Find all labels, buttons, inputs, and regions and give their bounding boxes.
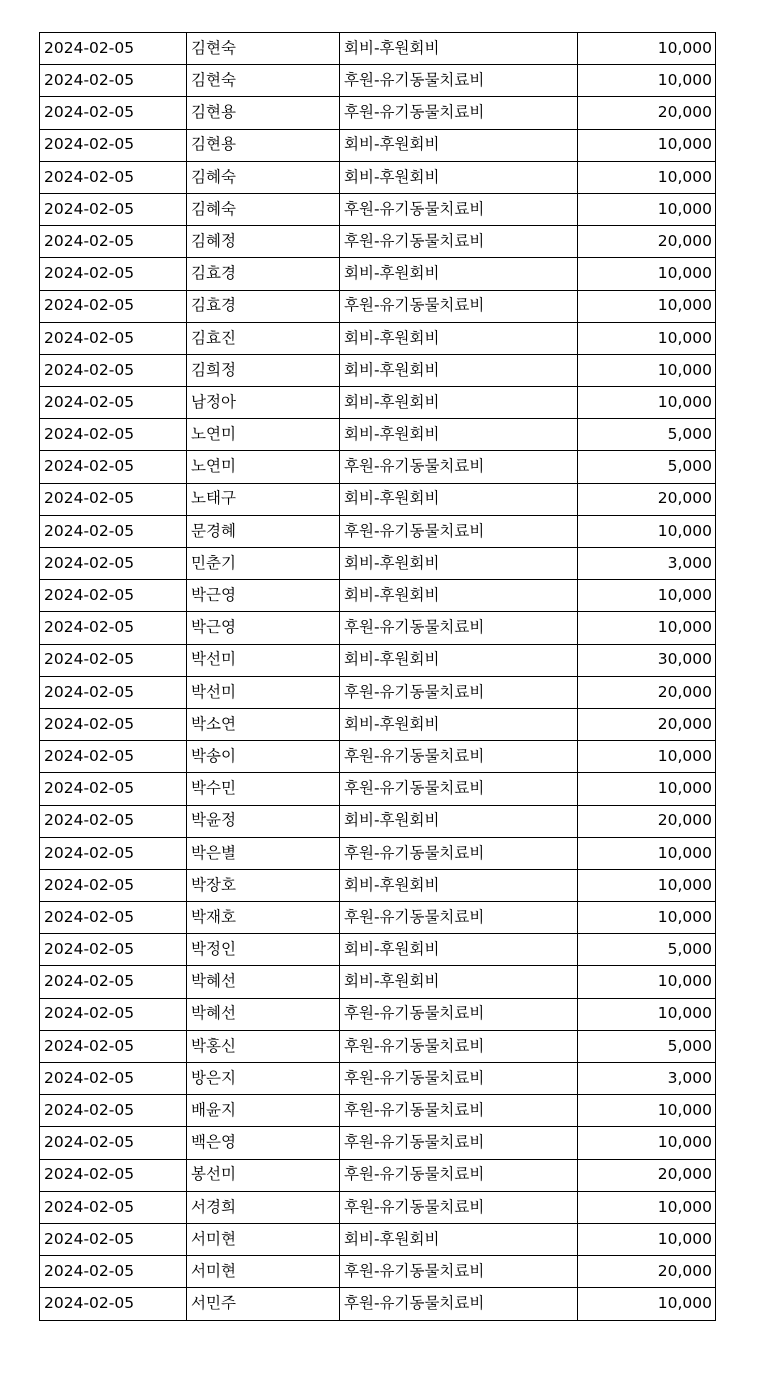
donor-name-cell: 김효진 [187, 322, 340, 354]
donor-name-cell: 민춘기 [187, 548, 340, 580]
donor-name-cell: 서미현 [187, 1256, 340, 1288]
donor-name-cell: 노연미 [187, 419, 340, 451]
date-cell: 2024-02-05 [40, 258, 187, 290]
table-row [40, 869, 716, 901]
date-cell: 2024-02-05 [40, 1288, 187, 1320]
date-cell: 2024-02-05 [40, 515, 187, 547]
category-cell: 회비-후원회비 [340, 934, 578, 966]
category-cell: 회비-후원회비 [340, 354, 578, 386]
donor-name-cell: 박정인 [187, 934, 340, 966]
category-cell: 후원-유기동물치료비 [340, 741, 578, 773]
category-cell: 후원-유기동물치료비 [340, 1191, 578, 1223]
amount-cell: 10,000 [578, 515, 716, 547]
date-cell: 2024-02-05 [40, 451, 187, 483]
category-cell: 후원-유기동물치료비 [340, 1159, 578, 1191]
date-cell: 2024-02-05 [40, 290, 187, 322]
table-row [40, 354, 716, 386]
donor-name-cell: 김현숙 [187, 33, 340, 65]
amount-cell: 10,000 [578, 161, 716, 193]
donor-name-cell: 문경혜 [187, 515, 340, 547]
table-row [40, 1288, 716, 1320]
table-row [40, 97, 716, 129]
ledger-body [40, 33, 716, 1321]
category-cell: 후원-유기동물치료비 [340, 193, 578, 225]
category-cell: 회비-후원회비 [340, 322, 578, 354]
category-cell: 후원-유기동물치료비 [340, 902, 578, 934]
amount-cell: 20,000 [578, 805, 716, 837]
category-cell: 회비-후원회비 [340, 1223, 578, 1255]
table-row [40, 387, 716, 419]
table-row [40, 483, 716, 515]
amount-cell: 10,000 [578, 322, 716, 354]
amount-cell: 10,000 [578, 580, 716, 612]
amount-cell: 5,000 [578, 451, 716, 483]
table-row [40, 1223, 716, 1255]
date-cell: 2024-02-05 [40, 708, 187, 740]
amount-cell: 3,000 [578, 548, 716, 580]
date-cell: 2024-02-05 [40, 805, 187, 837]
category-cell: 회비-후원회비 [340, 161, 578, 193]
date-cell: 2024-02-05 [40, 33, 187, 65]
table-row [40, 1256, 716, 1288]
date-cell: 2024-02-05 [40, 387, 187, 419]
date-cell: 2024-02-05 [40, 483, 187, 515]
table-row [40, 226, 716, 258]
date-cell: 2024-02-05 [40, 902, 187, 934]
category-cell: 후원-유기동물치료비 [340, 1288, 578, 1320]
category-cell: 후원-유기동물치료비 [340, 837, 578, 869]
donor-name-cell: 박재호 [187, 902, 340, 934]
table-row [40, 515, 716, 547]
date-cell: 2024-02-05 [40, 129, 187, 161]
category-cell: 후원-유기동물치료비 [340, 773, 578, 805]
amount-cell: 10,000 [578, 773, 716, 805]
category-cell: 회비-후원회비 [340, 387, 578, 419]
amount-cell: 20,000 [578, 676, 716, 708]
amount-cell: 10,000 [578, 1127, 716, 1159]
donor-name-cell: 박혜선 [187, 966, 340, 998]
amount-cell: 10,000 [578, 869, 716, 901]
date-cell: 2024-02-05 [40, 869, 187, 901]
date-cell: 2024-02-05 [40, 1256, 187, 1288]
date-cell: 2024-02-05 [40, 419, 187, 451]
table-row [40, 902, 716, 934]
category-cell: 회비-후원회비 [340, 644, 578, 676]
table-row [40, 1159, 716, 1191]
amount-cell: 5,000 [578, 1030, 716, 1062]
donor-name-cell: 박혜선 [187, 998, 340, 1030]
table-row [40, 1095, 716, 1127]
amount-cell: 10,000 [578, 129, 716, 161]
donor-name-cell: 박윤정 [187, 805, 340, 837]
date-cell: 2024-02-05 [40, 837, 187, 869]
table-row [40, 419, 716, 451]
category-cell: 회비-후원회비 [340, 869, 578, 901]
table-row [40, 65, 716, 97]
table-row [40, 322, 716, 354]
donor-name-cell: 김혜숙 [187, 161, 340, 193]
date-cell: 2024-02-05 [40, 966, 187, 998]
amount-cell: 10,000 [578, 193, 716, 225]
amount-cell: 10,000 [578, 837, 716, 869]
amount-cell: 20,000 [578, 483, 716, 515]
amount-cell: 3,000 [578, 1063, 716, 1095]
donor-name-cell: 노연미 [187, 451, 340, 483]
table-row [40, 129, 716, 161]
donor-name-cell: 박송이 [187, 741, 340, 773]
date-cell: 2024-02-05 [40, 1095, 187, 1127]
date-cell: 2024-02-05 [40, 998, 187, 1030]
donor-name-cell: 김희정 [187, 354, 340, 386]
category-cell: 회비-후원회비 [340, 129, 578, 161]
category-cell: 회비-후원회비 [340, 708, 578, 740]
date-cell: 2024-02-05 [40, 1127, 187, 1159]
category-cell: 후원-유기동물치료비 [340, 1095, 578, 1127]
category-cell: 회비-후원회비 [340, 419, 578, 451]
date-cell: 2024-02-05 [40, 1159, 187, 1191]
donor-name-cell: 박소연 [187, 708, 340, 740]
amount-cell: 10,000 [578, 1288, 716, 1320]
category-cell: 후원-유기동물치료비 [340, 1030, 578, 1062]
amount-cell: 10,000 [578, 741, 716, 773]
donor-name-cell: 서민주 [187, 1288, 340, 1320]
table-row [40, 1191, 716, 1223]
date-cell: 2024-02-05 [40, 741, 187, 773]
donor-name-cell: 박선미 [187, 676, 340, 708]
donor-name-cell: 박은별 [187, 837, 340, 869]
table-row [40, 612, 716, 644]
table-row [40, 998, 716, 1030]
amount-cell: 10,000 [578, 1191, 716, 1223]
table-row [40, 33, 716, 65]
table-row [40, 290, 716, 322]
category-cell: 회비-후원회비 [340, 805, 578, 837]
donor-name-cell: 방은지 [187, 1063, 340, 1095]
table-row [40, 966, 716, 998]
table-row [40, 193, 716, 225]
category-cell: 회비-후원회비 [340, 548, 578, 580]
category-cell: 후원-유기동물치료비 [340, 1256, 578, 1288]
table-row [40, 1063, 716, 1095]
donor-name-cell: 김효경 [187, 258, 340, 290]
donor-name-cell: 박선미 [187, 644, 340, 676]
donor-name-cell: 김혜정 [187, 226, 340, 258]
date-cell: 2024-02-05 [40, 1191, 187, 1223]
amount-cell: 20,000 [578, 226, 716, 258]
date-cell: 2024-02-05 [40, 97, 187, 129]
amount-cell: 30,000 [578, 644, 716, 676]
category-cell: 후원-유기동물치료비 [340, 1063, 578, 1095]
donor-name-cell: 배윤지 [187, 1095, 340, 1127]
table-row [40, 805, 716, 837]
donor-name-cell: 김효경 [187, 290, 340, 322]
date-cell: 2024-02-05 [40, 322, 187, 354]
date-cell: 2024-02-05 [40, 548, 187, 580]
date-cell: 2024-02-05 [40, 612, 187, 644]
donor-name-cell: 봉선미 [187, 1159, 340, 1191]
donor-name-cell: 박수민 [187, 773, 340, 805]
amount-cell: 20,000 [578, 1256, 716, 1288]
table-row [40, 161, 716, 193]
amount-cell: 10,000 [578, 290, 716, 322]
category-cell: 후원-유기동물치료비 [340, 1127, 578, 1159]
date-cell: 2024-02-05 [40, 65, 187, 97]
category-cell: 후원-유기동물치료비 [340, 676, 578, 708]
amount-cell: 10,000 [578, 258, 716, 290]
amount-cell: 10,000 [578, 1095, 716, 1127]
table-row [40, 676, 716, 708]
date-cell: 2024-02-05 [40, 1223, 187, 1255]
amount-cell: 10,000 [578, 33, 716, 65]
table-row [40, 934, 716, 966]
amount-cell: 10,000 [578, 612, 716, 644]
category-cell: 회비-후원회비 [340, 258, 578, 290]
amount-cell: 10,000 [578, 354, 716, 386]
amount-cell: 5,000 [578, 934, 716, 966]
table-row [40, 773, 716, 805]
table-row [40, 548, 716, 580]
category-cell: 회비-후원회비 [340, 483, 578, 515]
date-cell: 2024-02-05 [40, 773, 187, 805]
date-cell: 2024-02-05 [40, 676, 187, 708]
donor-name-cell: 박홍신 [187, 1030, 340, 1062]
table-row [40, 258, 716, 290]
amount-cell: 10,000 [578, 1223, 716, 1255]
amount-cell: 20,000 [578, 97, 716, 129]
amount-cell: 10,000 [578, 65, 716, 97]
table-row [40, 580, 716, 612]
donor-name-cell: 박근영 [187, 612, 340, 644]
category-cell: 후원-유기동물치료비 [340, 515, 578, 547]
category-cell: 회비-후원회비 [340, 33, 578, 65]
table-row [40, 708, 716, 740]
donor-name-cell: 박근영 [187, 580, 340, 612]
date-cell: 2024-02-05 [40, 1063, 187, 1095]
category-cell: 후원-유기동물치료비 [340, 226, 578, 258]
date-cell: 2024-02-05 [40, 193, 187, 225]
date-cell: 2024-02-05 [40, 226, 187, 258]
donor-name-cell: 서미현 [187, 1223, 340, 1255]
donation-ledger-table [39, 32, 716, 1321]
amount-cell: 10,000 [578, 387, 716, 419]
table-row [40, 1127, 716, 1159]
category-cell: 후원-유기동물치료비 [340, 97, 578, 129]
date-cell: 2024-02-05 [40, 934, 187, 966]
category-cell: 회비-후원회비 [340, 966, 578, 998]
table-row [40, 1030, 716, 1062]
donor-name-cell: 김현용 [187, 97, 340, 129]
category-cell: 회비-후원회비 [340, 580, 578, 612]
amount-cell: 20,000 [578, 708, 716, 740]
category-cell: 후원-유기동물치료비 [340, 612, 578, 644]
date-cell: 2024-02-05 [40, 580, 187, 612]
amount-cell: 10,000 [578, 902, 716, 934]
amount-cell: 10,000 [578, 998, 716, 1030]
date-cell: 2024-02-05 [40, 644, 187, 676]
date-cell: 2024-02-05 [40, 1030, 187, 1062]
donor-name-cell: 김혜숙 [187, 193, 340, 225]
donor-name-cell: 남정아 [187, 387, 340, 419]
table-row [40, 644, 716, 676]
donor-name-cell: 노태구 [187, 483, 340, 515]
donor-name-cell: 박장호 [187, 869, 340, 901]
donor-name-cell: 백은영 [187, 1127, 340, 1159]
table-row [40, 451, 716, 483]
category-cell: 후원-유기동물치료비 [340, 998, 578, 1030]
amount-cell: 20,000 [578, 1159, 716, 1191]
date-cell: 2024-02-05 [40, 161, 187, 193]
amount-cell: 10,000 [578, 966, 716, 998]
donor-name-cell: 김현숙 [187, 65, 340, 97]
table-row [40, 741, 716, 773]
table-row [40, 837, 716, 869]
donor-name-cell: 서경희 [187, 1191, 340, 1223]
date-cell: 2024-02-05 [40, 354, 187, 386]
amount-cell: 5,000 [578, 419, 716, 451]
donor-name-cell: 김현용 [187, 129, 340, 161]
category-cell: 후원-유기동물치료비 [340, 451, 578, 483]
category-cell: 후원-유기동물치료비 [340, 65, 578, 97]
category-cell: 후원-유기동물치료비 [340, 290, 578, 322]
